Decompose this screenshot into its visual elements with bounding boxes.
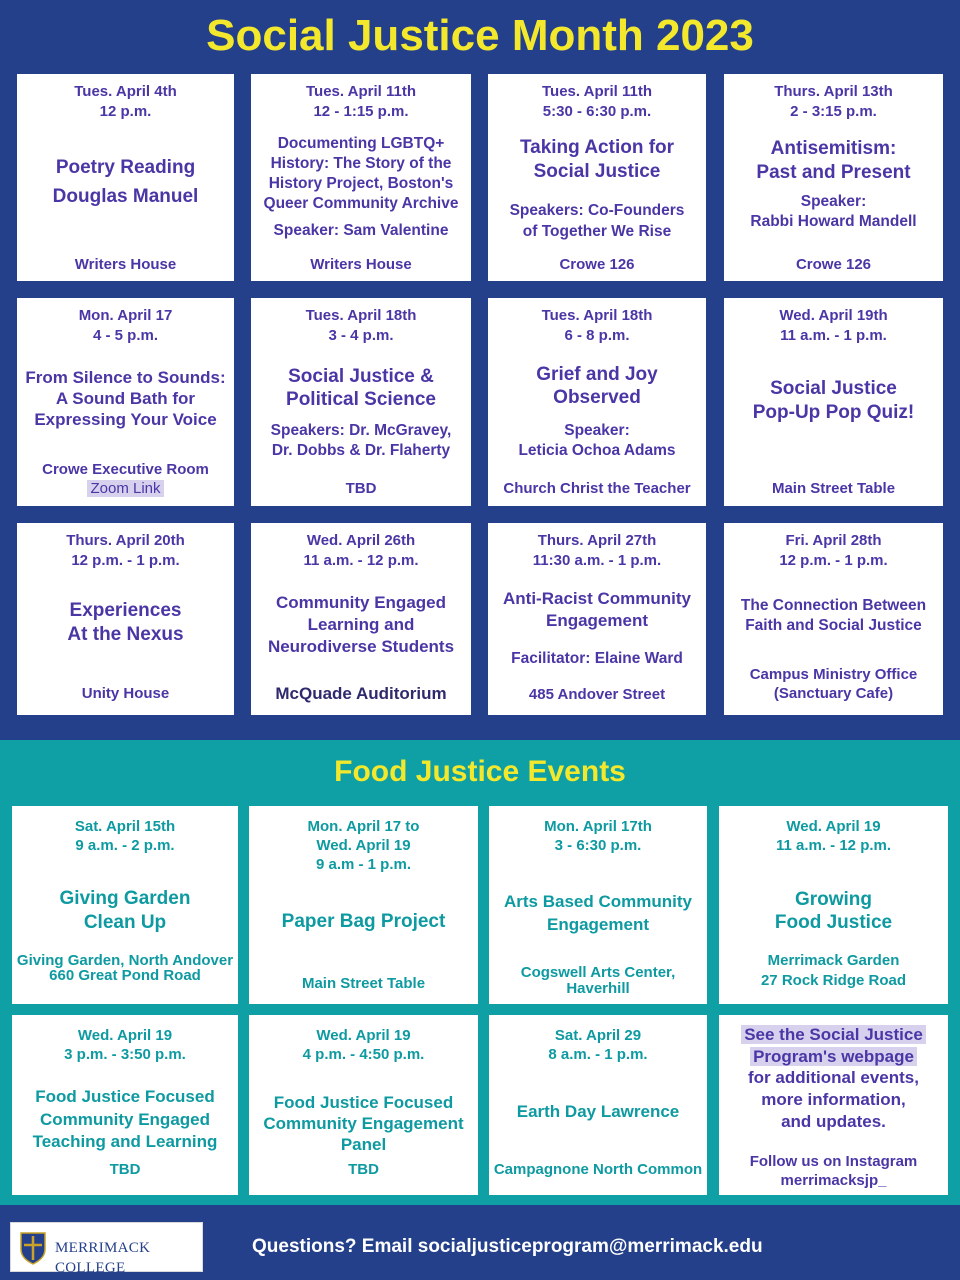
event-title: Grief and Joy	[536, 364, 658, 385]
event-time: 11 a.m. - 12 p.m.	[303, 552, 419, 569]
event-time: 4 - 5 p.m.	[92, 327, 159, 344]
event-card	[719, 806, 948, 1004]
event-title: Engagement	[546, 915, 650, 934]
event-title: Social Justice	[533, 161, 661, 182]
event-card	[249, 806, 478, 1004]
event-speaker: Dr. Dobbs & Dr. Flaherty	[271, 442, 451, 459]
event-title: Arts Based Community	[504, 892, 692, 911]
event-title: Community Engaged	[39, 1110, 210, 1129]
event-location: TBD	[348, 1161, 379, 1178]
event-card	[251, 523, 471, 715]
event-title: Social Justice	[770, 378, 897, 399]
event-title: Faith and Social Justice	[745, 617, 922, 634]
event-card	[489, 806, 707, 1004]
event-date: Fri. April 28th	[785, 532, 882, 549]
event-time: 12 p.m. - 1 p.m.	[779, 552, 888, 569]
event-title: Neurodiverse Students	[267, 637, 455, 656]
event-location: Main Street Table	[301, 975, 426, 992]
event-card	[488, 523, 706, 715]
event-date: Wed. April 19	[316, 1027, 411, 1044]
event-card	[251, 298, 471, 506]
event-location: Haverhill	[566, 980, 630, 997]
event-title: Past and Present	[756, 162, 911, 183]
event-location: (Sanctuary Cafe)	[773, 685, 894, 702]
event-speaker: Facilitator: Elaine Ward	[511, 650, 683, 667]
page-title: Social Justice Month 2023	[206, 11, 754, 60]
event-date: Tues. April 18th	[305, 307, 417, 324]
zoom-link[interactable]: Zoom Link	[87, 480, 163, 497]
event-location: Crowe Executive Room	[42, 461, 209, 478]
event-date: Wed. April 19	[316, 837, 411, 854]
event-card	[724, 298, 943, 506]
event-title: Taking Action for	[519, 137, 675, 158]
event-date: Sat. April 15th	[74, 818, 176, 835]
event-card	[488, 74, 706, 281]
event-time: 6 - 8 p.m.	[564, 327, 630, 344]
event-title: From Silence to Sounds:	[25, 368, 226, 387]
event-title: At the Nexus	[67, 624, 184, 645]
info-card	[719, 1015, 948, 1195]
event-location: Writers House	[310, 256, 412, 273]
event-speaker: Rabbi Howard Mandell	[750, 213, 917, 230]
event-title: Anti-Racist Community	[503, 589, 691, 608]
event-title: Panel	[340, 1135, 387, 1154]
event-location: Crowe 126	[795, 256, 872, 273]
event-date: Thurs. April 13th	[774, 83, 893, 100]
event-time: 5:30 - 6:30 p.m.	[542, 103, 652, 120]
event-title: Food Justice Focused	[35, 1087, 215, 1106]
event-location: Giving Garden, North Andover	[16, 952, 234, 969]
event-title: Antisemitism:	[770, 138, 897, 159]
event-card	[17, 298, 234, 506]
event-date: Tues. April 11th	[305, 83, 417, 100]
event-title: History: The Story of the	[270, 155, 452, 172]
event-location: Church Christ the Teacher	[503, 480, 691, 497]
event-location: TBD	[345, 480, 377, 497]
event-date: Mon. April 17	[78, 307, 173, 324]
event-title: Learning and	[307, 615, 415, 634]
info-text: and updates.	[781, 1112, 886, 1131]
event-title: Teaching and Learning	[32, 1132, 218, 1151]
webpage-link[interactable]: Program's webpage	[750, 1047, 917, 1066]
event-title: A Sound Bath for	[55, 389, 196, 408]
event-time: 11 a.m. - 12 p.m.	[775, 837, 892, 854]
event-title: Community Engaged	[275, 593, 446, 612]
event-title: Political Science	[286, 389, 436, 410]
event-title: Observed	[553, 387, 641, 408]
instagram-text: Follow us on Instagram	[749, 1153, 918, 1170]
event-time: 3 - 4 p.m.	[328, 327, 394, 344]
food-justice-title: Food Justice Events	[334, 755, 626, 788]
event-date: Mon. April 17 to	[307, 818, 420, 835]
event-location: Unity House	[81, 685, 170, 702]
event-card	[489, 1015, 707, 1195]
event-date: Tues. April 4th	[74, 83, 177, 100]
event-time: 11:30 a.m. - 1 p.m.	[532, 552, 662, 569]
event-time: 12 - 1:15 p.m.	[313, 103, 409, 120]
event-title: Documenting LGBTQ+	[277, 135, 445, 152]
event-speaker: Leticia Ochoa Adams	[518, 442, 676, 459]
event-location: TBD	[109, 1161, 141, 1178]
event-speaker: Speaker:	[800, 193, 867, 210]
event-title: Community Engagement	[263, 1114, 464, 1133]
event-title: Experiences	[69, 600, 182, 621]
event-location: 27 Rock Ridge Road	[760, 972, 907, 989]
event-time: 12 p.m.	[99, 103, 152, 120]
event-speaker: Speaker: Sam Valentine	[273, 222, 449, 239]
event-title: The Connection Between	[740, 597, 927, 614]
event-time: 9 a.m. - 2 p.m.	[75, 837, 175, 854]
shield-icon	[19, 1231, 47, 1265]
event-title: Expressing Your Voice	[34, 410, 217, 429]
event-time: 8 a.m. - 1 p.m.	[548, 1046, 648, 1063]
instagram-handle[interactable]: merrimacksjp_	[780, 1172, 887, 1189]
event-speaker: Speaker:	[564, 422, 630, 439]
event-location: 660 Great Pond Road	[49, 967, 201, 984]
event-time: 11 a.m. - 1 p.m.	[780, 327, 887, 344]
event-card	[724, 523, 943, 715]
event-title: Social Justice &	[288, 366, 434, 387]
event-title: Giving Garden	[59, 888, 191, 909]
logo-text: MERRIMACK COLLEGE	[55, 1240, 151, 1276]
event-card	[249, 1015, 478, 1195]
event-date: Wed. April 19th	[779, 307, 888, 324]
event-date: Sat. April 29	[554, 1027, 642, 1044]
event-title: Engagement	[545, 611, 649, 630]
event-card	[488, 298, 706, 506]
event-location: Merrimack Garden	[767, 952, 900, 969]
event-title: Earth Day Lawrence	[516, 1102, 680, 1121]
event-time: 2 - 3:15 p.m.	[790, 103, 877, 120]
event-title: Paper Bag Project	[281, 911, 446, 932]
event-time: 9 a.m - 1 p.m.	[315, 856, 412, 873]
event-time: 3 - 6:30 p.m.	[554, 837, 642, 854]
event-time: 4 p.m. - 4:50 p.m.	[302, 1046, 425, 1063]
event-title: Pop-Up Pop Quiz!	[752, 402, 915, 423]
event-date: Tues. April 11th	[541, 83, 653, 100]
event-date: Mon. April 17th	[544, 818, 652, 835]
event-title: Clean Up	[83, 912, 167, 933]
info-text: more information,	[761, 1090, 906, 1109]
event-date: Wed. April 26th	[306, 532, 416, 549]
event-time: 12 p.m. - 1 p.m.	[71, 552, 180, 569]
event-time: 3 p.m. - 3:50 p.m.	[64, 1046, 186, 1063]
event-location: Crowe 126	[559, 256, 635, 273]
event-location: Campagnone North Common	[493, 1161, 703, 1178]
event-location: Main Street Table	[771, 480, 896, 497]
event-location: Campus Ministry Office	[749, 666, 918, 683]
event-date: Thurs. April 20th	[66, 532, 185, 549]
event-speaker: Speakers: Dr. McGravey,	[270, 422, 452, 439]
event-date: Thurs. April 27th	[537, 532, 657, 549]
webpage-link[interactable]: See the Social Justice	[741, 1025, 926, 1044]
event-card	[17, 74, 234, 281]
event-card	[251, 74, 471, 281]
contact-email[interactable]: Questions? Email socialjusticeprogram@merrimack.edu	[252, 1236, 763, 1257]
event-card	[724, 74, 943, 281]
event-title: Queer Community Archive	[263, 195, 459, 212]
event-title: Food Justice	[774, 912, 893, 933]
event-title: Douglas Manuel	[52, 186, 199, 207]
event-card	[12, 806, 238, 1004]
event-location: McQuade Auditorium	[275, 684, 447, 703]
event-title: Food Justice Focused	[273, 1093, 454, 1112]
event-title: History Project, Boston's	[268, 175, 454, 192]
event-location: 485 Andover Street	[528, 686, 666, 703]
event-location: Writers House	[74, 256, 177, 273]
event-speaker: Speakers: Co-Founders	[509, 202, 685, 219]
event-title: Growing	[794, 889, 873, 910]
college-logo	[10, 1222, 203, 1276]
event-location: Cogswell Arts Center,	[520, 964, 676, 981]
info-text: for additional events,	[748, 1068, 919, 1087]
event-card	[17, 523, 234, 715]
event-title: Poetry Reading	[55, 157, 196, 178]
event-date: Wed. April 19	[786, 818, 881, 835]
event-card	[12, 1015, 238, 1195]
event-speaker: of Together We Rise	[522, 223, 672, 240]
event-date: Wed. April 19	[77, 1027, 173, 1044]
event-date: Tues. April 18th	[541, 307, 653, 324]
